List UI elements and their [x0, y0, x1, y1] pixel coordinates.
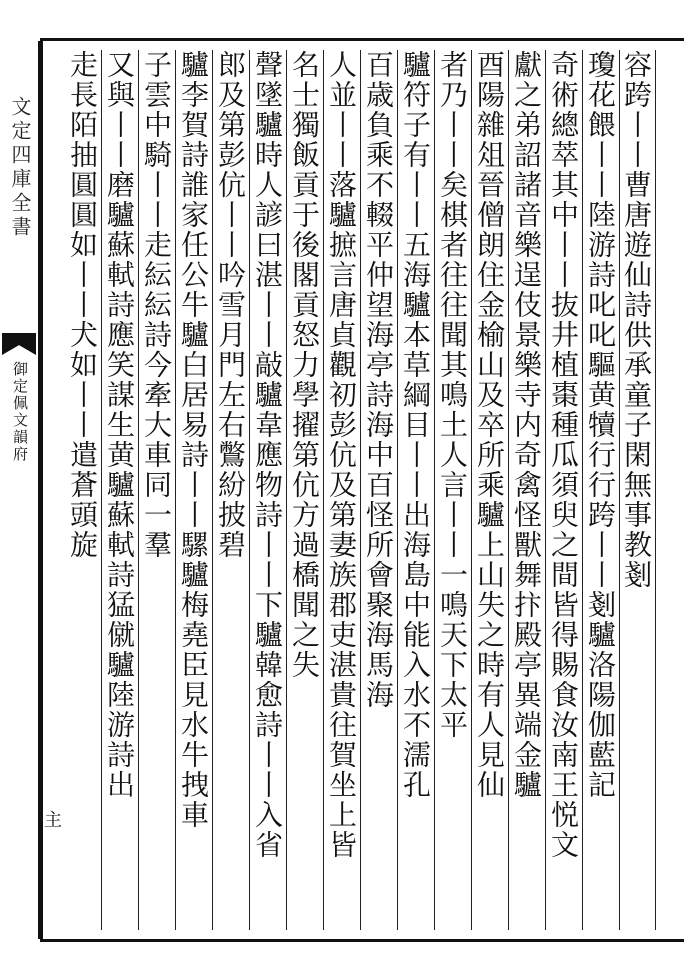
text-column-12: 郎及第彭伉丨丨吟雪月門左右鷩紛披碧: [212, 50, 249, 930]
text-column-8: 百歳負乘不輟平仲望海亭詩海中百怪所會聚海馬海: [360, 50, 397, 930]
text-column-10: 名士獨飯貢于後閣貢怒力學擢第伉方過橋聞之失: [286, 50, 323, 930]
text-column-5: 酉陽雜俎晉僧朗住金榆山及卒所乘驢上山失之時有人見仙: [471, 50, 508, 930]
page-number: 主: [44, 810, 62, 831]
text-body: [60, 50, 656, 930]
margin-collection-title: 文定四庫全書: [8, 96, 32, 240]
text-column-6: 者乃丨丨矣棋者往往聞其鳴土人言丨丨一鳴天下太平: [434, 50, 471, 930]
text-column-14: 子雲中騎丨丨走紜紜詩今牽大車同一羣: [138, 50, 175, 930]
text-column-4: 獻之弟詔諸音樂逞伎景樂寺内奇禽怪獸舞抃殿亭異端金驢: [508, 50, 545, 930]
text-column-13: 驢李賀詩誰家任公牛驢白居易詩丨丨騾驢梅堯臣見水牛拽車: [175, 50, 212, 930]
margin-book-title: 御定佩文韻府: [11, 361, 29, 463]
text-column-15: 又與丨丨磨驢蘇軾詩應笑謀生黄驢蘇軾詩猛僦驢陸游詩出: [101, 50, 138, 930]
text-column-1: 容跨丨丨曹唐遊仙詩供承童子閑無事教剗: [619, 50, 656, 930]
fish-tail-mark-icon: [2, 333, 36, 355]
text-column-7: 驢符子有丨丨五海驢本草綱目丨丨出海島中能入水不濡孔: [397, 50, 434, 930]
text-column-16: 走長陌抽圓圓如丨丨犬如丨丨遣蒼頭旋: [66, 50, 99, 560]
text-column-9: 人並丨丨落驢摭言唐貞觀初彭伉及第妻族郡吏湛貴往賀坐上皆: [323, 50, 360, 930]
text-column-11: 聲墜驢時人諺曰湛丨丨敲驢韋應物詩丨丨下驢韓愈詩丨丨入省: [249, 50, 286, 930]
text-column-3: 奇術總萃其中丨丨抜井植棗種瓜須臾之間皆得賜食汝南王悦文: [545, 50, 582, 930]
page-margin-strip: [0, 41, 62, 939]
text-column-2: 瓊花餵丨丨陸游詩叱叱驅黄犢行行跨丨丨剗驢洛陽伽藍記: [582, 50, 619, 930]
